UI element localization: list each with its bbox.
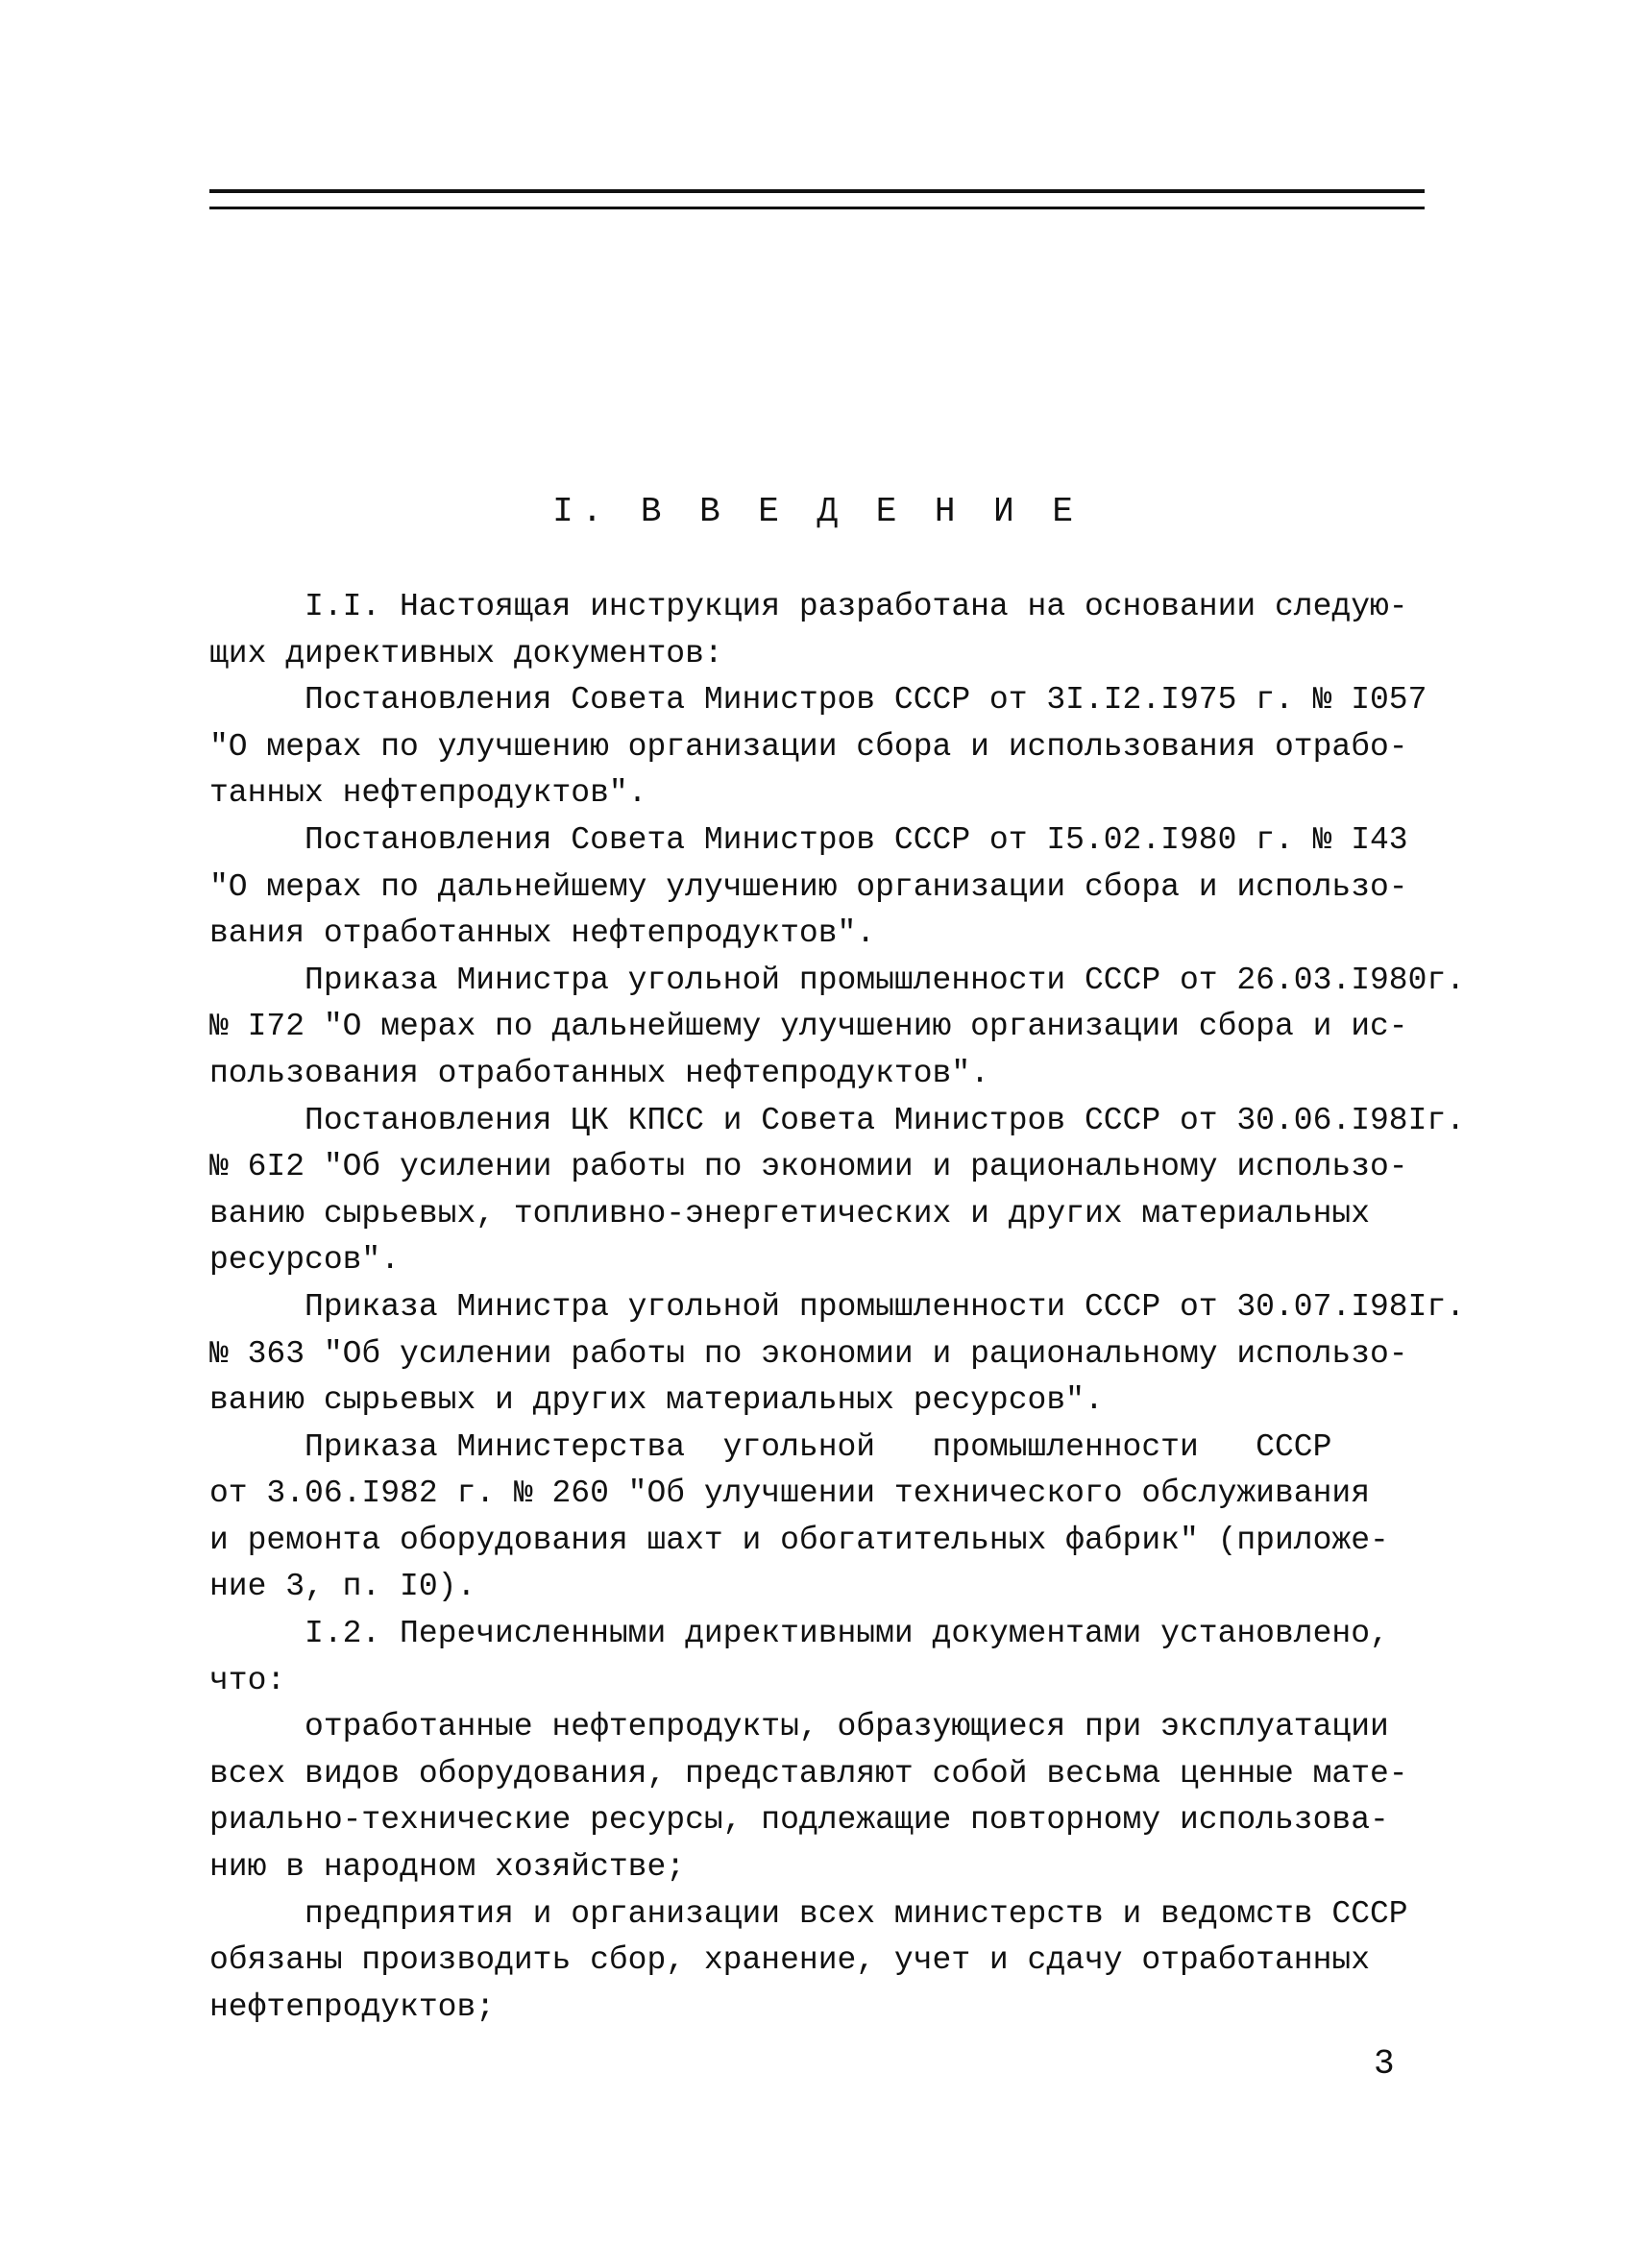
text-line: Приказа Министерства угольной промышленности СССР (209, 1428, 1332, 1465)
text-line: № I72 "О мерах по дальнейшему улучшению организации сбора и ис- (209, 1009, 1408, 1045)
text-line: "О мерах по дальнейшему улучшению организации сбора и использо- (209, 868, 1408, 905)
header-rule-bottom (209, 207, 1425, 209)
text-line: щих директивных документов: (209, 635, 723, 671)
text-line: всех видов оборудования, представляют собой весьма ценные мате- (209, 1755, 1408, 1792)
text-line: танных нефтепродуктов". (209, 775, 647, 812)
text-line: предприятия и организации всех министерств и ведомств СССР (209, 1895, 1408, 1932)
text-line: I.2. Перечисленными директивными документами установлено, (209, 1616, 1389, 1652)
text-line: нефтепродуктов; (209, 1988, 496, 2025)
text-line: риально-технические ресурсы, подлежащие повторному использова- (209, 1802, 1389, 1839)
body-text (209, 584, 1466, 2031)
text-line: что: (209, 1662, 286, 1698)
text-line: нию в народном хозяйстве; (209, 1849, 686, 1886)
text-line: № 6I2 "Об усилении работы по экономии и рациональному использо- (209, 1149, 1408, 1185)
text-line: № 363 "Об усилении работы по экономии и рациональному использо- (209, 1335, 1408, 1372)
text-line: ние 3, п. I0). (209, 1569, 476, 1605)
page-number: 3 (1374, 2044, 1395, 2084)
text-line: ресурсов". (209, 1242, 401, 1279)
section-heading: I. В В Е Д Е Н И Е (552, 492, 1082, 531)
text-line: Приказа Министра угольной промышленности СССР от 30.07.I98Iг. (209, 1288, 1466, 1325)
text-line: обязаны производить сбор, хранение, учет и сдачу отработанных (209, 1942, 1370, 1979)
text-line: Постановления Совета Министров СССР от I5.02.I980 г. № I43 (209, 821, 1408, 858)
text-line: I.I. Настоящая инструкция разработана на основании следую- (209, 589, 1408, 624)
text-line: от 3.06.I982 г. № 260 "Об улучшении технического обслуживания (209, 1475, 1370, 1512)
text-line: "О мерах по улучшению организации сбора и использования отрабо- (209, 728, 1408, 765)
text-line: Постановления ЦК КПСС и Совета Министров СССР от 30.06.I98Iг. (209, 1102, 1466, 1138)
header-rule-top (209, 189, 1425, 193)
text-line: ванию сырьевых, топливно-энергетических и других материальных (209, 1195, 1370, 1232)
text-line: вания отработанных нефтепродуктов". (209, 915, 876, 952)
text-line: Приказа Министра угольной промышленности СССР от 26.03.I980г. (209, 962, 1466, 998)
text-line: Постановления Совета Министров СССР от 3I.I2.I975 г. № I057 (209, 682, 1427, 719)
text-line: и ремонта оборудования шахт и обогатительных фабрик" (приложе- (209, 1522, 1389, 1558)
text-line: отработанные нефтепродукты, образующиеся при эксплуатации (209, 1709, 1389, 1745)
text-line: пользования отработанных нефтепродуктов". (209, 1055, 989, 1091)
text-line: ванию сырьевых и других материальных ресурсов". (209, 1382, 1104, 1419)
